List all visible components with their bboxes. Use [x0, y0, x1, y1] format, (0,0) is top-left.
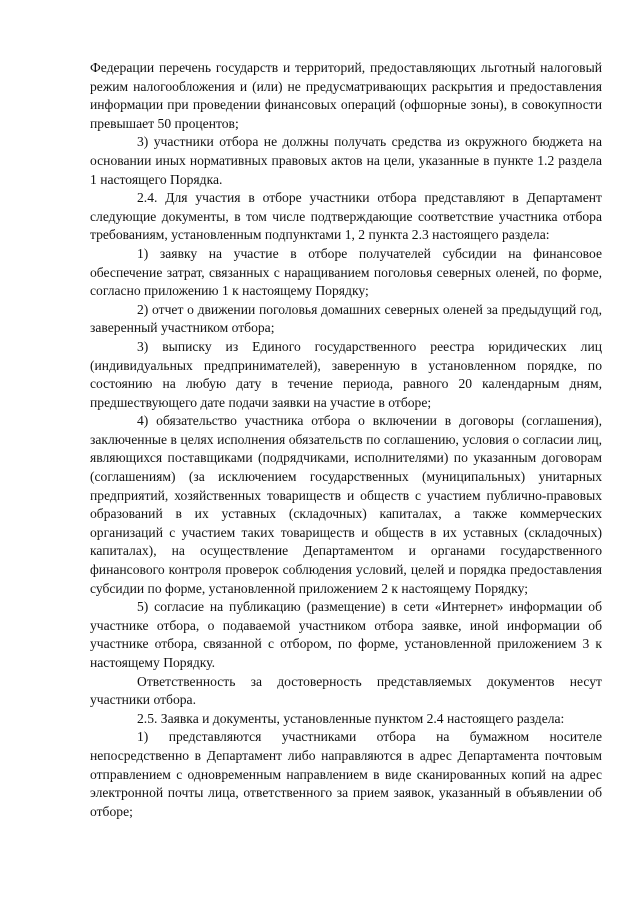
- paragraph-item-2-5-1: 1) представляются участниками отбора на бумажном носителе непосредственно в Департамент либо направляются в адрес Департамента почтовым отправлением с одновременным направлением в виде сканированных копий на адрес электронной почты лица, ответственного за прием заявок, указанный в объявлении об отборе;: [90, 729, 602, 819]
- paragraph-item-2-4-5: 5) согласие на публикацию (размещение) в сети «Интернет» информации об участнике отбора, о подаваемой участником отбора заявке, иной информации об участнике отбора, связанной с отбором, по форме, установленной приложением 3 к настоящему Порядку.: [90, 599, 602, 670]
- paragraph-continuation: Федерации перечень государств и территорий, предоставляющих льготный налоговый режим налогообложения и (или) не предусматривающих раскрытия и предоставления информации при проведении финансовых операций (офшорные зоны), в совокупности превышает 50 процентов;: [90, 60, 602, 131]
- paragraph-item-2-4-4: 4) обязательство участника отбора о включении в договоры (соглашения), заключенные в целях исполнения обязательств по соглашению, условия о согласии лиц, являющихся поставщиками (подрядчиками, исполнителями) по указанным договорам (соглашениям) (за исключением государственных (муниципальных) унитарных предприятий, хозяйственных товариществ и обществ с участием публично-правовых образований в их уставных (складочных) капиталах, а также коммерческих организаций с участием таких товариществ и обществ в их уставных (складочных) капиталах), на осуществление Департаментом и органами государственного финансового контроля проверок соблюдения условий, целей и порядка предоставления субсидии по форме, установленной приложением 2 к настоящему Порядку;: [90, 413, 602, 596]
- paragraph-item-2-4-2: 2) отчет о движении поголовья домашних северных оленей за предыдущий год, заверенный участником отбора;: [90, 301, 602, 336]
- paragraph-item-2-3-3: 3) участники отбора не должны получать средства из окружного бюджета на основании иных нормативных правовых актов на цели, указанные в пункте 1.2 раздела 1 настоящего Порядка.: [90, 134, 602, 187]
- paragraph-section-2-5: 2.5. Заявка и документы, установленные пунктом 2.4 настоящего раздела:: [137, 710, 565, 726]
- paragraph-responsibility: Ответственность за достоверность представляемых документов несут участники отбора.: [90, 673, 602, 708]
- paragraph-item-2-4-3: 3) выписку из Единого государственного реестра юридических лиц (индивидуальных предпринимателей), заверенную в установленном порядке, по состоянию на любую дату в течение периода, равного 20 календарным дням, предшествующего дате подачи заявки на участие в отборе;: [90, 338, 602, 410]
- paragraph-item-2-4-1: 1) заявку на участие в отборе получателей субсидии на финансовое обеспечение затрат, связанных с наращиванием поголовья северных оленей, по форме, согласно приложению 1 к настоящему Порядку;: [90, 245, 602, 299]
- document-page: [90, 59, 602, 821]
- paragraph-section-2-4: 2.4. Для участия в отборе участники отбора представляют в Департамент следующие документы, в том числе подтверждающие соответствие участника отбора требованиям, установленным подпунктами 1, 2 пункта 2.3 настоящего раздела:: [90, 190, 602, 243]
